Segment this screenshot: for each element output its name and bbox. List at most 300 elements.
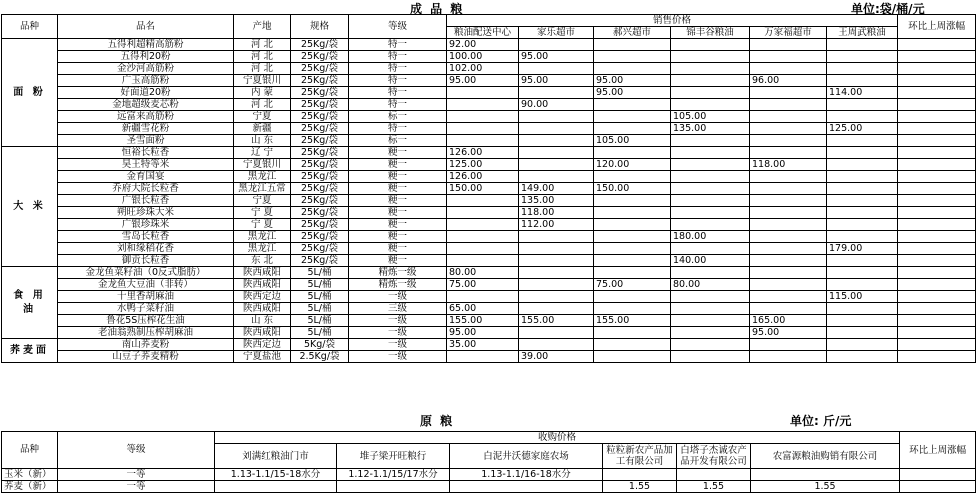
product-name: 金育国宴 <box>58 171 234 183</box>
price-cell: 95.00 <box>519 75 594 87</box>
header-category: 品种 <box>2 15 58 39</box>
price-cell: 95.00 <box>519 51 594 63</box>
change-cell <box>898 315 976 327</box>
price-cell: 114.00 <box>827 87 898 99</box>
change-cell <box>898 171 976 183</box>
raw-header-purchase-price: 收购价格 <box>215 432 900 444</box>
product-origin: 山 东 <box>234 315 291 327</box>
table-row <box>2 135 976 147</box>
product-name: 好面道20粉 <box>58 87 234 99</box>
product-name: 五得利20粉 <box>58 51 234 63</box>
change-cell <box>898 39 976 51</box>
price-cell <box>594 243 671 255</box>
price-cell <box>594 147 671 159</box>
change-cell <box>898 147 976 159</box>
table-row <box>2 267 976 279</box>
product-grade: 粳一 <box>349 147 447 159</box>
price-cell: 180.00 <box>671 231 750 243</box>
table-row <box>2 243 976 255</box>
product-spec: 25Kg/袋 <box>291 147 349 159</box>
price-cell <box>827 267 898 279</box>
price-cell <box>827 195 898 207</box>
raw-header-buyer: 刘满红粮油门市 <box>215 444 337 469</box>
price-cell <box>594 63 671 75</box>
product-name: 雪岛长粒香 <box>58 231 234 243</box>
price-cell <box>671 51 750 63</box>
product-name: 昊王特等米 <box>58 159 234 171</box>
price-cell <box>447 207 519 219</box>
price-cell: 105.00 <box>594 135 671 147</box>
raw-grain-table <box>1 431 976 493</box>
price-cell <box>447 231 519 243</box>
product-spec: 25Kg/袋 <box>291 183 349 195</box>
product-name: 御贡长粒香 <box>58 255 234 267</box>
product-origin: 宁夏银川 <box>234 75 291 87</box>
product-origin: 宁 夏 <box>234 207 291 219</box>
header-store: 粮油配送中心 <box>447 27 519 39</box>
table-row <box>2 255 976 267</box>
raw-header-buyer: 白塔子杰诚农产品开发有限公司 <box>677 444 751 469</box>
price-cell: 155.00 <box>594 315 671 327</box>
price-cell <box>827 327 898 339</box>
price-cell <box>750 219 827 231</box>
price-cell <box>447 255 519 267</box>
change-cell <box>898 135 976 147</box>
price-cell: 105.00 <box>671 111 750 123</box>
product-name: 金地超级麦芯粉 <box>58 99 234 111</box>
price-cell: 135.00 <box>671 123 750 135</box>
price-cell: 165.00 <box>750 315 827 327</box>
change-cell <box>898 159 976 171</box>
raw-header-buyer: 农富源粮油购销有限公司 <box>751 444 900 469</box>
product-origin: 宁夏 <box>234 111 291 123</box>
price-cell <box>671 207 750 219</box>
category-cell: 荞麦面 <box>2 339 58 363</box>
price-cell <box>594 207 671 219</box>
price-cell <box>750 147 827 159</box>
price-cell <box>750 291 827 303</box>
price-cell <box>671 315 750 327</box>
product-name: 金龙鱼大豆油（非转） <box>58 279 234 291</box>
price-cell: 75.00 <box>447 279 519 291</box>
price-cell <box>750 51 827 63</box>
price-cell <box>671 63 750 75</box>
change-cell <box>898 183 976 195</box>
price-cell <box>750 255 827 267</box>
price-cell <box>519 135 594 147</box>
price-cell: 39.00 <box>519 351 594 363</box>
product-name: 五得利超精高筋粉 <box>58 39 234 51</box>
product-name: 新疆雪花粉 <box>58 123 234 135</box>
price-cell <box>447 87 519 99</box>
price-cell <box>519 267 594 279</box>
change-cell <box>898 291 976 303</box>
table-row <box>2 183 976 195</box>
price-cell <box>750 243 827 255</box>
price-cell <box>827 99 898 111</box>
price-cell <box>827 279 898 291</box>
price-cell <box>519 243 594 255</box>
price-cell <box>827 147 898 159</box>
price-cell <box>671 243 750 255</box>
change-cell <box>898 327 976 339</box>
price-cell <box>594 219 671 231</box>
product-grade: 标一 <box>349 111 447 123</box>
price-cell <box>827 339 898 351</box>
product-spec: 25Kg/袋 <box>291 63 349 75</box>
price-cell <box>594 303 671 315</box>
price-cell: 150.00 <box>594 183 671 195</box>
price-cell <box>750 171 827 183</box>
change-cell <box>898 243 976 255</box>
product-origin: 山 东 <box>234 135 291 147</box>
price-cell: 112.00 <box>519 219 594 231</box>
header-grade: 等级 <box>349 15 447 39</box>
product-origin: 陕西定边 <box>234 291 291 303</box>
price-cell <box>671 291 750 303</box>
product-origin: 新疆 <box>234 123 291 135</box>
price-cell <box>671 75 750 87</box>
price-cell <box>750 135 827 147</box>
product-grade: 粳一 <box>349 255 447 267</box>
product-grade: 特一 <box>349 123 447 135</box>
price-cell: 95.00 <box>594 75 671 87</box>
table-row <box>2 111 976 123</box>
table-row <box>2 99 976 111</box>
price-cell <box>827 111 898 123</box>
price-cell: 80.00 <box>671 279 750 291</box>
raw-category: 荞麦（新） <box>2 481 58 493</box>
product-spec: 25Kg/袋 <box>291 255 349 267</box>
product-name: 老油翁熟制压榨胡麻油 <box>58 327 234 339</box>
product-origin: 宁夏 <box>234 195 291 207</box>
table-row <box>2 291 976 303</box>
product-spec: 5L/桶 <box>291 267 349 279</box>
product-origin: 河 北 <box>234 39 291 51</box>
price-cell: 35.00 <box>447 339 519 351</box>
price-cell <box>671 339 750 351</box>
product-origin: 黑龙江 <box>234 243 291 255</box>
price-cell <box>827 207 898 219</box>
product-grade: 粳一 <box>349 231 447 243</box>
header-store: 锦丰谷粮油 <box>671 27 750 39</box>
product-origin: 内 蒙 <box>234 87 291 99</box>
raw-header-grade: 等级 <box>58 432 215 469</box>
price-cell <box>750 183 827 195</box>
price-cell <box>827 255 898 267</box>
price-cell <box>671 87 750 99</box>
price-cell <box>594 255 671 267</box>
price-cell: 118.00 <box>519 207 594 219</box>
price-cell: 95.00 <box>594 87 671 99</box>
price-cell <box>750 351 827 363</box>
product-name: 乔府大院长粒香 <box>58 183 234 195</box>
price-cell <box>750 99 827 111</box>
header-row-1 <box>2 15 976 27</box>
price-cell <box>827 315 898 327</box>
raw-header-category: 品种 <box>2 432 58 469</box>
price-cell <box>519 39 594 51</box>
product-origin: 河 北 <box>234 51 291 63</box>
raw-price-cell: 1.55 <box>751 481 900 493</box>
table-row <box>2 481 976 493</box>
product-name: 鲁花5S压榨花生油 <box>58 315 234 327</box>
raw-price-cell <box>603 469 677 481</box>
change-cell <box>898 339 976 351</box>
raw-header-buyer: 粒粒新农产品加工有限公司 <box>603 444 677 469</box>
change-cell <box>898 255 976 267</box>
price-cell <box>519 123 594 135</box>
price-cell <box>594 195 671 207</box>
raw-price-cell <box>337 481 450 493</box>
header-store: 万家福超市 <box>750 27 827 39</box>
price-cell <box>519 303 594 315</box>
product-name: 水鸭子菜籽油 <box>58 303 234 315</box>
product-grade: 精炼一级 <box>349 279 447 291</box>
product-grade: 特一 <box>349 99 447 111</box>
product-name: 广银长粒香 <box>58 195 234 207</box>
raw-header-change: 环比上周涨幅 <box>900 432 976 469</box>
product-origin: 陕西咸阳 <box>234 303 291 315</box>
product-grade: 特一 <box>349 87 447 99</box>
price-cell <box>750 195 827 207</box>
product-origin: 河 北 <box>234 63 291 75</box>
finished-grain-table <box>1 14 976 363</box>
product-name: 山豆子荞麦精粉 <box>58 351 234 363</box>
table-row <box>2 159 976 171</box>
raw-price-cell: 1.13-1.1/16-18水分 <box>450 469 603 481</box>
price-cell: 125.00 <box>827 123 898 135</box>
change-cell <box>898 75 976 87</box>
product-name: 远富来高筋粉 <box>58 111 234 123</box>
product-grade: 特一 <box>349 39 447 51</box>
price-cell: 75.00 <box>594 279 671 291</box>
price-cell <box>750 303 827 315</box>
price-cell <box>519 339 594 351</box>
price-cell <box>447 291 519 303</box>
raw-price-cell <box>677 469 751 481</box>
change-cell <box>898 51 976 63</box>
change-cell <box>898 231 976 243</box>
header-change: 环比上周涨幅 <box>898 15 976 39</box>
price-cell <box>519 171 594 183</box>
product-origin: 宁 夏 <box>234 219 291 231</box>
finished-grain-title: 成 品 粮 <box>410 2 465 16</box>
price-cell <box>671 183 750 195</box>
change-cell <box>898 267 976 279</box>
raw-price-cell: 1.13-1.1/15-18水分 <box>215 469 337 481</box>
product-origin: 陕西定边 <box>234 339 291 351</box>
price-cell <box>750 111 827 123</box>
product-grade: 一级 <box>349 339 447 351</box>
product-spec: 25Kg/袋 <box>291 207 349 219</box>
price-cell: 102.00 <box>447 63 519 75</box>
price-cell <box>594 51 671 63</box>
price-cell <box>519 87 594 99</box>
change-cell <box>898 279 976 291</box>
price-cell <box>671 219 750 231</box>
change-cell <box>898 351 976 363</box>
price-cell: 179.00 <box>827 243 898 255</box>
price-cell <box>594 39 671 51</box>
price-cell: 120.00 <box>594 159 671 171</box>
product-name: 金龙鱼菜籽油（0反式脂肪） <box>58 267 234 279</box>
raw-price-cell: 1.55 <box>603 481 677 493</box>
table-row <box>2 195 976 207</box>
product-spec: 5L/桶 <box>291 279 349 291</box>
product-name: 南山荞麦粉 <box>58 339 234 351</box>
change-cell <box>898 123 976 135</box>
table-row <box>2 327 976 339</box>
price-cell <box>750 279 827 291</box>
product-spec: 25Kg/袋 <box>291 39 349 51</box>
price-cell: 65.00 <box>447 303 519 315</box>
price-cell <box>594 351 671 363</box>
price-cell <box>671 159 750 171</box>
price-cell <box>447 111 519 123</box>
price-cell: 95.00 <box>447 75 519 87</box>
product-origin: 东 北 <box>234 255 291 267</box>
price-cell: 96.00 <box>750 75 827 87</box>
product-origin: 宁夏银川 <box>234 159 291 171</box>
product-spec: 25Kg/袋 <box>291 219 349 231</box>
table-row <box>2 469 976 481</box>
table-row <box>2 39 976 51</box>
category-cell: 面 粉 <box>2 39 58 147</box>
product-spec: 25Kg/袋 <box>291 51 349 63</box>
price-cell <box>671 351 750 363</box>
product-grade: 三级 <box>349 303 447 315</box>
price-cell <box>827 135 898 147</box>
price-cell: 115.00 <box>827 291 898 303</box>
price-cell <box>447 195 519 207</box>
product-origin: 辽 宁 <box>234 147 291 159</box>
price-cell <box>827 159 898 171</box>
raw-header-buyer: 白泥井沃德家庭农场 <box>450 444 603 469</box>
product-origin: 黑龙江 <box>234 231 291 243</box>
table-row <box>2 51 976 63</box>
product-name: 广银珍珠米 <box>58 219 234 231</box>
product-spec: 25Kg/袋 <box>291 75 349 87</box>
raw-grade: 一等 <box>58 481 215 493</box>
price-cell <box>519 291 594 303</box>
price-cell <box>447 123 519 135</box>
raw-grain-title: 原 粮 <box>420 414 455 428</box>
product-spec: 25Kg/袋 <box>291 243 349 255</box>
price-cell: 155.00 <box>519 315 594 327</box>
product-name: 恒裕长粒香 <box>58 147 234 159</box>
price-cell <box>447 135 519 147</box>
product-spec: 25Kg/袋 <box>291 159 349 171</box>
product-grade: 粳一 <box>349 243 447 255</box>
product-grade: 粳一 <box>349 159 447 171</box>
table-row <box>2 75 976 87</box>
price-cell <box>750 123 827 135</box>
price-cell: 95.00 <box>750 327 827 339</box>
table-row <box>2 351 976 363</box>
raw-change-cell <box>900 481 976 493</box>
price-cell: 149.00 <box>519 183 594 195</box>
product-grade: 粳一 <box>349 195 447 207</box>
price-cell <box>447 99 519 111</box>
product-name: 朔旺珍珠大米 <box>58 207 234 219</box>
price-cell <box>750 231 827 243</box>
raw-price-cell: 1.55 <box>677 481 751 493</box>
product-spec: 2.5Kg/袋 <box>291 351 349 363</box>
price-cell: 126.00 <box>447 171 519 183</box>
table-row <box>2 303 976 315</box>
price-cell <box>671 99 750 111</box>
price-cell: 95.00 <box>447 327 519 339</box>
raw-category: 玉米（新） <box>2 469 58 481</box>
product-origin: 宁夏盐池 <box>234 351 291 363</box>
product-grade: 一级 <box>349 327 447 339</box>
header-origin: 产地 <box>234 15 291 39</box>
product-name: 十里香胡麻油 <box>58 291 234 303</box>
table-row <box>2 315 976 327</box>
table-row <box>2 87 976 99</box>
header-store: 家乐超市 <box>519 27 594 39</box>
price-cell <box>519 255 594 267</box>
price-cell <box>519 63 594 75</box>
product-spec: 25Kg/袋 <box>291 135 349 147</box>
price-cell <box>827 219 898 231</box>
price-cell <box>750 267 827 279</box>
price-cell: 90.00 <box>519 99 594 111</box>
product-grade: 一级 <box>349 315 447 327</box>
price-cell <box>519 327 594 339</box>
price-cell <box>671 147 750 159</box>
price-cell: 92.00 <box>447 39 519 51</box>
price-cell <box>671 267 750 279</box>
price-cell <box>519 111 594 123</box>
raw-price-cell <box>215 481 337 493</box>
product-grade: 粳一 <box>349 207 447 219</box>
price-cell <box>519 231 594 243</box>
price-cell <box>447 351 519 363</box>
product-spec: 25Kg/袋 <box>291 99 349 111</box>
table-row <box>2 207 976 219</box>
product-grade: 粳一 <box>349 183 447 195</box>
price-cell: 140.00 <box>671 255 750 267</box>
product-name: 广玉高筋粉 <box>58 75 234 87</box>
product-spec: 5L/桶 <box>291 315 349 327</box>
table-row <box>2 219 976 231</box>
price-cell <box>594 111 671 123</box>
product-origin: 陕西咸阳 <box>234 279 291 291</box>
raw-price-cell: 1.12-1.1/15/17水分 <box>337 469 450 481</box>
price-cell <box>671 171 750 183</box>
price-cell <box>671 327 750 339</box>
product-spec: 25Kg/袋 <box>291 123 349 135</box>
table-row <box>2 279 976 291</box>
category-cell: 食 用 油 <box>2 267 58 339</box>
change-cell <box>898 111 976 123</box>
product-grade: 粳一 <box>349 171 447 183</box>
product-grade: 特一 <box>349 75 447 87</box>
price-cell <box>447 243 519 255</box>
product-spec: 5L/桶 <box>291 291 349 303</box>
product-spec: 25Kg/袋 <box>291 195 349 207</box>
price-cell <box>594 123 671 135</box>
change-cell <box>898 87 976 99</box>
raw-grade: 一等 <box>58 469 215 481</box>
raw-change-cell <box>900 469 976 481</box>
product-spec: 5L/桶 <box>291 303 349 315</box>
table-row <box>2 147 976 159</box>
product-name: 圣雪面粉 <box>58 135 234 147</box>
change-cell <box>898 63 976 75</box>
